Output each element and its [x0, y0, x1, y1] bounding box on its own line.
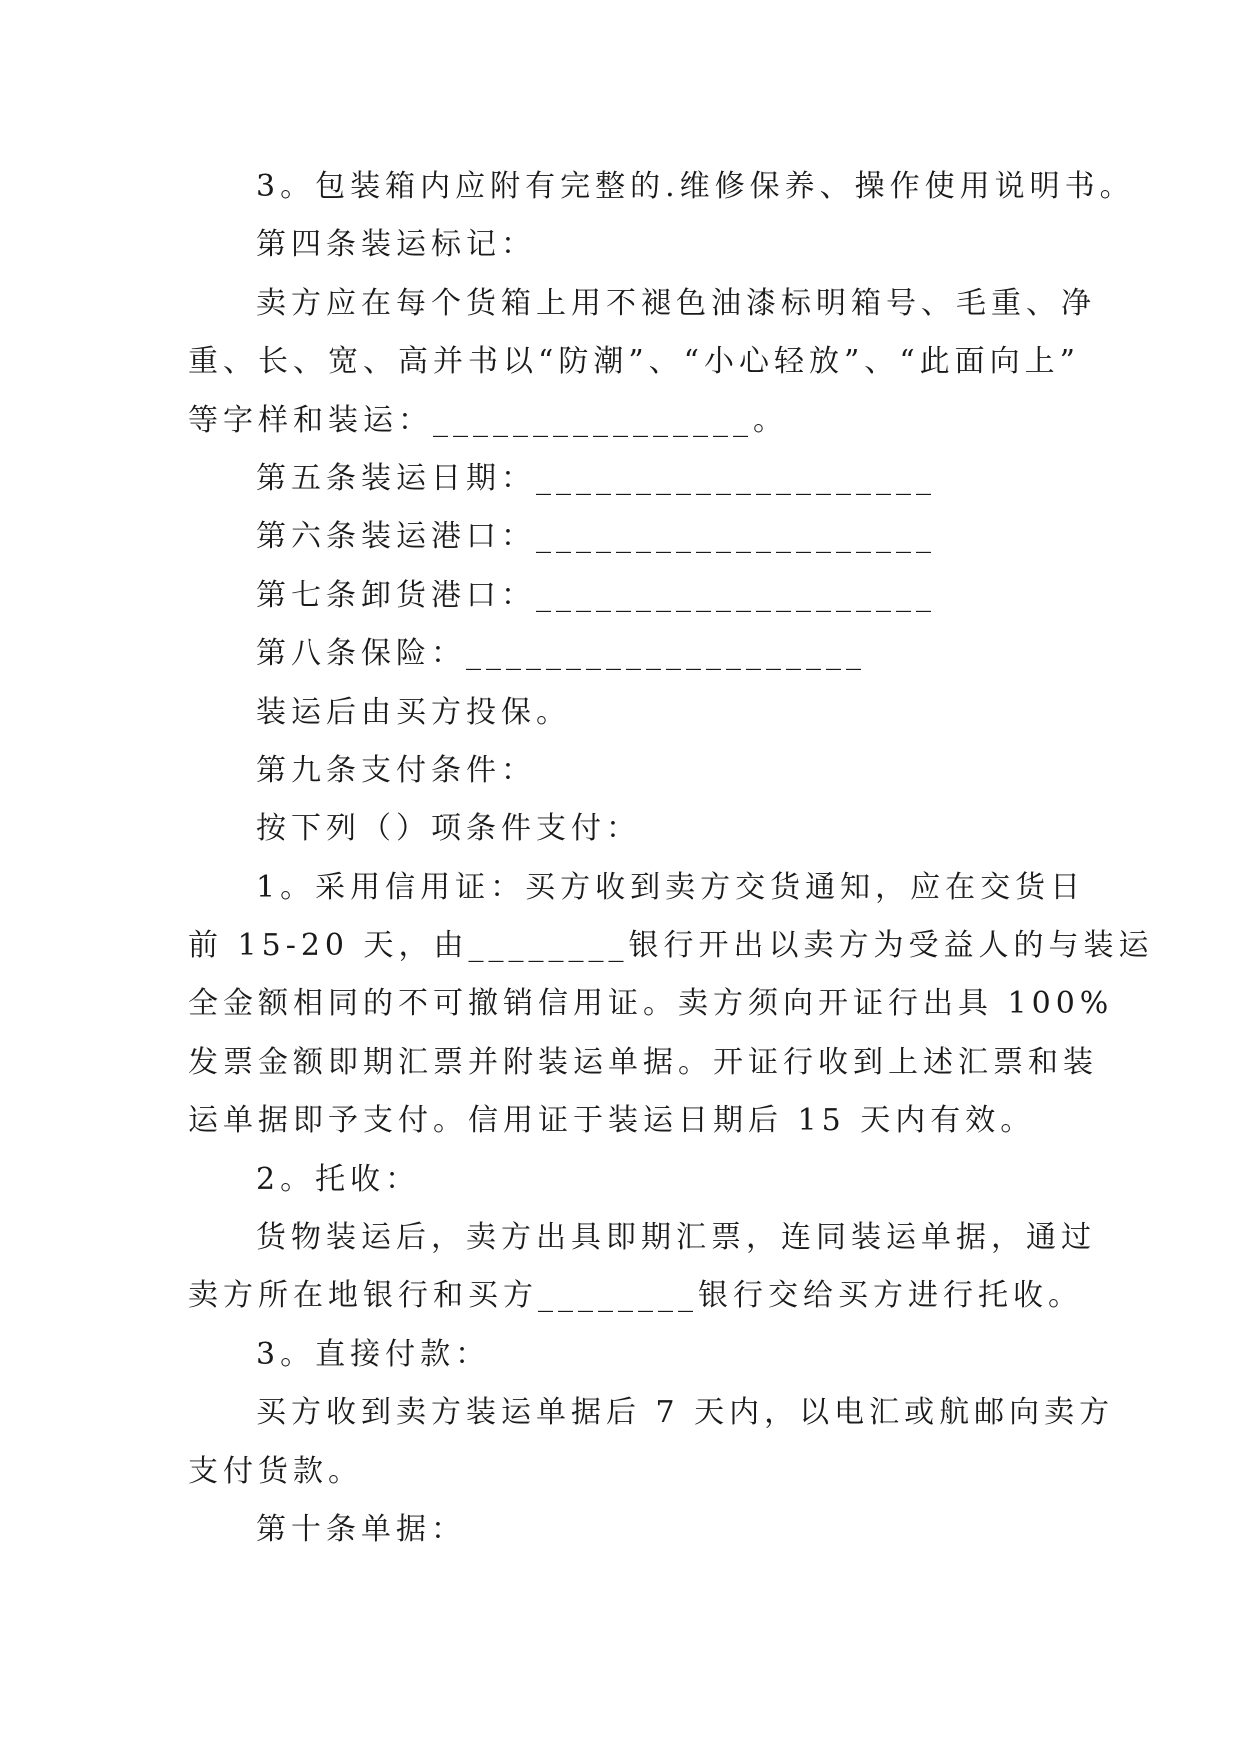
text-line: 全金额相同的不可撤销信用证。卖方须向开证行出具 100% [188, 986, 1114, 1022]
text-line: 前 15-20 天，由________银行开出以卖方为受益人的与装运 [188, 928, 1154, 964]
text-line: 卖方所在地银行和买方________银行交给买方进行托收。 [188, 1278, 1083, 1314]
text-line: 买方收到卖方装运单据后 7 天内，以电汇或航邮向卖方 [256, 1395, 1115, 1431]
text-line: 重、长、宽、高并书以“防潮”、“小心轻放”、“此面向上” [188, 344, 1081, 380]
clause-heading: 第四条装运标记： [256, 227, 536, 263]
text-line: 装运后由买方投保。 [256, 694, 571, 730]
text-line: 1。采用信用证：买方收到卖方交货通知，应在交货日 [256, 869, 1086, 905]
clause-heading: 第七条卸货港口：____________________ [256, 577, 936, 613]
clause-heading: 第九条支付条件： [256, 752, 536, 788]
text-line: 货物装运后，卖方出具即期汇票，连同装运单据，通过 [256, 1220, 1096, 1256]
text-line: 发票金额即期汇票并附装运单据。开证行收到上述汇票和装 [188, 1044, 1098, 1080]
clause-heading: 第十条单据： [256, 1511, 466, 1547]
clause-heading: 第五条装运日期：____________________ [256, 460, 936, 496]
text-line: 运单据即予支付。信用证于装运日期后 15 天内有效。 [188, 1103, 1036, 1139]
text-line: 卖方应在每个货箱上用不褪色油漆标明箱号、毛重、净 [256, 285, 1096, 321]
contract-body [188, 158, 1154, 1559]
text-line: 2。托收： [256, 1161, 421, 1197]
text-line: 等字样和装运：________________。 [188, 402, 788, 438]
text-line: 支付货款。 [188, 1453, 363, 1489]
text-line: 3。包装箱内应附有完整的.维修保养、操作使用说明书。 [256, 169, 1135, 204]
clause-heading: 第六条装运港口：____________________ [256, 519, 936, 555]
text-line: 按下列（）项条件支付： [256, 811, 641, 847]
text-line: 3。直接付款： [256, 1336, 491, 1372]
clause-heading: 第八条保险：____________________ [256, 636, 866, 672]
